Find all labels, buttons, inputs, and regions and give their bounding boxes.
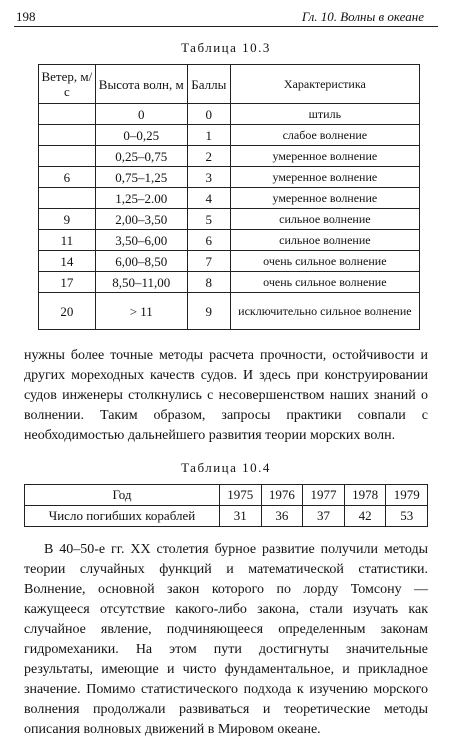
description-cell: умеренное волнение xyxy=(230,167,419,188)
table-row xyxy=(39,272,420,293)
height-cell: 0 xyxy=(95,104,187,125)
height-cell: > 11 xyxy=(95,293,187,330)
paragraph-2: В 40–50-е гг. XX столетия бурное развитие получили методы теории случайных функций и математической статистики. Волнение, основной закон которого по лорду Томсону — кажущееся отсутствие какого-либо закона, стали изучать как случайное явление, подчиняющееся определенным законам гидромеханики. На этом пути достигнуты значительные результаты, имеющие и чисто фундаментальное, и прикладное значение. Помимо статистического подхода к изучению морского волнения продолжали развиваться и теоретические методы описания волновых движений в Мировом океане. xyxy=(24,542,428,737)
year-row xyxy=(25,485,428,506)
table-row xyxy=(39,209,420,230)
score-cell: 8 xyxy=(187,272,230,293)
description-cell: слабое волнение xyxy=(230,125,419,146)
header-score: Баллы xyxy=(187,65,230,104)
count-label: Число погибших кораблей xyxy=(25,506,220,527)
description-cell: сильное волнение xyxy=(230,209,419,230)
table-row xyxy=(39,167,420,188)
wind-cell xyxy=(39,125,96,146)
description-cell: очень сильное волнение xyxy=(230,251,419,272)
count-cell: 31 xyxy=(220,506,262,527)
year-cell: 1977 xyxy=(303,485,345,506)
running-title: Гл. 10. Волны в океане xyxy=(301,9,424,24)
score-cell: 7 xyxy=(187,251,230,272)
lost-ships-table xyxy=(24,484,428,527)
table-row xyxy=(39,104,420,125)
score-cell: 5 xyxy=(187,209,230,230)
page-number: 198 xyxy=(16,9,36,24)
wave-scale-table xyxy=(38,64,420,330)
paragraph-1: нужны более точные методы расчета прочности, остойчивости и других мореходных качеств судов. И здесь при конструировании судов инженеры столкнулись с несовершенством наших знаний о волнении. Таким образом, запросы практики совпали с необходимостью дальнейшего развития теории морских волн. xyxy=(24,348,428,443)
description-cell: очень сильное волнение xyxy=(230,272,419,293)
year-cell: 1978 xyxy=(344,485,386,506)
wind-cell xyxy=(39,104,96,125)
height-cell: 2,00–3,50 xyxy=(95,209,187,230)
table-row xyxy=(39,125,420,146)
height-cell: 0–0,25 xyxy=(95,125,187,146)
wind-cell: 20 xyxy=(39,293,96,330)
year-cell: 1979 xyxy=(386,485,428,506)
header-height: Высота волн, м xyxy=(95,65,187,104)
wind-cell: 14 xyxy=(39,251,96,272)
score-cell: 0 xyxy=(187,104,230,125)
score-cell: 2 xyxy=(187,146,230,167)
wind-cell: 6 xyxy=(39,167,96,188)
description-cell: умеренное волнение xyxy=(230,188,419,209)
height-cell: 0,75–1,25 xyxy=(95,167,187,188)
wind-cell: 17 xyxy=(39,272,96,293)
table-row xyxy=(39,188,420,209)
description-cell: сильное волнение xyxy=(230,230,419,251)
year-label: Год xyxy=(25,485,220,506)
count-cell: 37 xyxy=(303,506,345,527)
score-cell: 3 xyxy=(187,167,230,188)
table-row xyxy=(39,146,420,167)
wind-cell: 9 xyxy=(39,209,96,230)
count-cell: 42 xyxy=(344,506,386,527)
score-cell: 9 xyxy=(187,293,230,330)
table-row xyxy=(39,293,420,330)
score-cell: 4 xyxy=(187,188,230,209)
wind-cell xyxy=(39,188,96,209)
score-cell: 6 xyxy=(187,230,230,251)
description-cell: умеренное волнение xyxy=(230,146,419,167)
wind-cell: 11 xyxy=(39,230,96,251)
table-row xyxy=(39,230,420,251)
table-header-row xyxy=(39,65,420,104)
table-10-4-caption: Таблица 10.4 xyxy=(181,460,271,475)
header-wind: Ветер, м/с xyxy=(39,65,96,104)
description-cell: исключительно сильное волнение xyxy=(230,293,419,330)
height-cell: 3,50–6,00 xyxy=(95,230,187,251)
height-cell: 1,25–2.00 xyxy=(95,188,187,209)
year-cell: 1975 xyxy=(220,485,262,506)
page-header xyxy=(14,8,438,27)
table-10-3-caption: Таблица 10.3 xyxy=(181,40,271,55)
height-cell: 6,00–8,50 xyxy=(95,251,187,272)
wind-cell xyxy=(39,146,96,167)
height-cell: 0,25–0,75 xyxy=(95,146,187,167)
description-cell: штиль xyxy=(230,104,419,125)
count-cell: 36 xyxy=(261,506,303,527)
year-cell: 1976 xyxy=(261,485,303,506)
height-cell: 8,50–11,00 xyxy=(95,272,187,293)
score-cell: 1 xyxy=(187,125,230,146)
table-row xyxy=(39,251,420,272)
count-row xyxy=(25,506,428,527)
header-description: Характеристика xyxy=(230,65,419,104)
count-cell: 53 xyxy=(386,506,428,527)
